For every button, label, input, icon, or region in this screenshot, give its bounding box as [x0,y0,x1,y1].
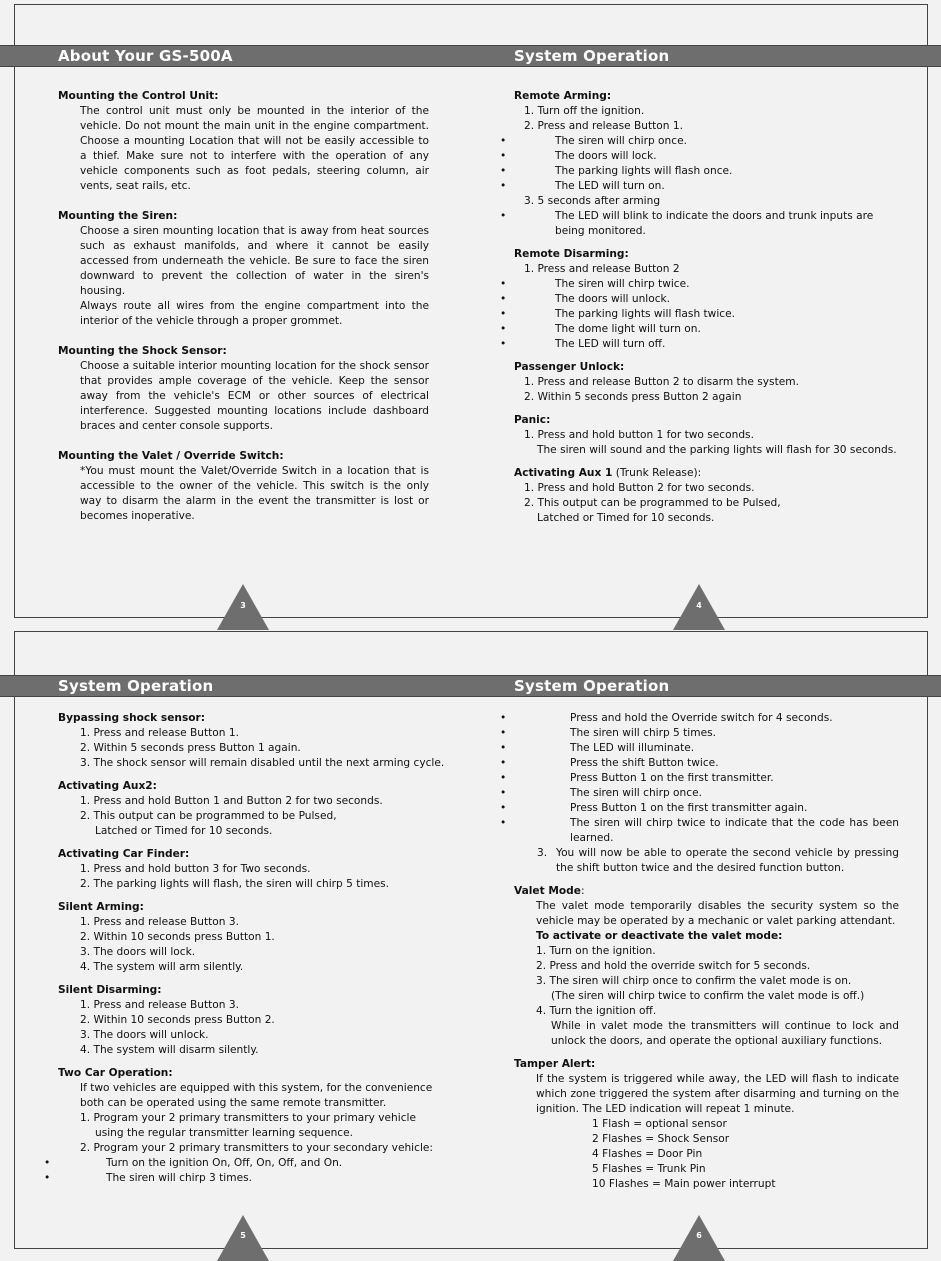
step: 2. Press and hold the override switch for 5 seconds. [536,960,811,972]
bullet-item: • Press and hold the Override switch for 4 seconds. [514,711,899,726]
paragraph: Choose a siren mounting location that is away from heat sources such as exhaust manifolds, and where it cannot be easily accessed from underneath the vehicle. Be sure to face the siren downward to prevent the collection of water in the siren's housing. [80,225,429,297]
flash-code: 10 Flashes = Main power interrupt [592,1178,776,1190]
step-text: You will now be able to operate the second vehicle by pressing the shift button twice and the desired function button. [556,847,899,874]
step-detail: While in valet mode the transmitters will continue to lock and unlock the doors, and operate the optional auxiliary functions. [551,1020,899,1047]
section-title: Silent Arming: [58,901,144,913]
section-title: Bypassing shock sensor: [58,712,205,724]
bullet-item: • The LED will illuminate. [514,741,899,756]
page-number: 5 [240,1231,246,1240]
flash-code: 5 Flashes = Trunk Pin [592,1163,706,1175]
section-title: Two Car Operation: [58,1067,173,1079]
step: 4. Turn the ignition off. [536,1005,657,1017]
section-title: Passenger Unlock: [514,361,625,373]
step: 2. Within 5 seconds press Button 2 again [524,391,742,403]
bullet-item: • The LED will turn on. [514,179,906,194]
step: 1. Press and hold Button 1 and Button 2 for two seconds. [80,795,383,807]
step: 1. Press and release Button 2 to disarm the system. [524,376,799,388]
step: 1. Press and release Button 1. [80,727,239,739]
step: 1. Press and release Button 3. [80,999,239,1011]
section-title: Valet Mode [514,885,581,897]
step-number: 3. [537,847,548,859]
step: 2. Press and release Button 1. [524,120,683,132]
bullet-item: • The parking lights will flash once. [514,164,906,179]
page-number: 4 [696,601,702,610]
step: 3. 5 seconds after arming [524,195,661,207]
section-title: Mounting the Control Unit: [58,90,219,102]
step: 1. Turn on the ignition. [536,945,656,957]
page-3-content [58,89,429,524]
bullet-item: • The LED will turn off. [514,337,906,352]
flash-code: 2 Flashes = Shock Sensor [592,1133,730,1145]
page-number: 6 [696,1231,702,1240]
step: 3. The doors will unlock. [80,1029,209,1041]
section-title: Activating Aux2: [58,780,157,792]
bullet-item: • The doors will unlock. [514,292,906,307]
header-system-operation-p4: System Operation [514,47,670,65]
step: 3. The siren will chirp once to confirm the valet mode is on. [536,975,852,987]
page-4-content [514,89,906,526]
section-title: Remote Arming: [514,90,612,102]
step-detail: (The siren will chirp twice to confirm the valet mode is off.) [551,990,865,1002]
step: 1. Press and release Button 3. [80,916,239,928]
section-title: Mounting the Shock Sensor: [58,345,227,357]
bullet-item: • Press the shift Button twice. [514,756,899,771]
step: 4. The system will disarm silently. [80,1044,259,1056]
section-title: Panic: [514,414,551,426]
page-6-content [514,711,899,1192]
flash-code: 4 Flashes = Door Pin [592,1148,703,1160]
section-subtitle: (Trunk Release): [612,467,702,479]
page-number: 3 [240,601,246,610]
section-title: Mounting the Siren: [58,210,178,222]
step: 1. Turn off the ignition. [524,105,645,117]
step: 2. Program your 2 primary transmitters to your secondary vehicle: [80,1142,433,1154]
section-title: Silent Disarming: [58,984,162,996]
step: 1. Press and release Button 2 [524,263,680,275]
paragraph: *You must mount the Valet/Override Switch in a location that is accessible to the owner of the vehicle. This switch is the only way to disarm the alarm in the event the transmitter is lost or becomes inoperative. [80,465,429,522]
flash-code: 1 Flash = optional sensor [592,1118,727,1130]
bullet-item: • The siren will chirp once. [514,786,899,801]
step: 4. The system will arm silently. [80,961,244,973]
bullet-item: • The LED will blink to indicate the doors and trunk inputs are being monitored. [514,209,906,239]
section-title: Remote Disarming: [514,248,629,260]
section-title: Mounting the Valet / Override Switch: [58,450,284,462]
step: 3. The shock sensor will remain disabled until the next arming cycle. [80,757,445,769]
bullet-item: • Press Button 1 on the first transmitter again. [514,801,899,816]
step: 1. Press and hold Button 2 for two seconds. [524,482,755,494]
section-title: Activating Car Finder: [58,848,190,860]
section-title: Tamper Alert: [514,1058,596,1070]
header-about: About Your GS-500A [58,47,233,65]
step: 2. The parking lights will flash, the siren will chirp 5 times. [80,878,390,890]
paragraph: The control unit must only be mounted in the interior of the vehicle. Do not mount the main unit in the engine compartment. Choose a mounting Location that will not be easily accessible to a thief. Make sure not to interfere with the operation of any vehicle components such as foot pedals, steering column, air vents, seat rails, etc. [80,105,429,192]
paragraph: The valet mode temporarily disables the security system so the vehicle may be operated by a mechanic or valet parking attendant. [536,900,899,927]
paragraph: If two vehicles are equipped with this system, for the convenience both can be operated using the same remote transmitter. [80,1082,433,1109]
bullet-item: • The siren will chirp 3 times. [58,1171,458,1186]
step: 2. Within 5 seconds press Button 1 again. [80,742,301,754]
step: 3. The doors will lock. [80,946,196,958]
step: 2. This output can be programmed to be Pulsed, [524,497,781,509]
bullet-item: • The siren will chirp 5 times. [514,726,899,741]
step: 2. Within 10 seconds press Button 2. [80,1014,275,1026]
step-detail: Latched or Timed for 10 seconds. [95,825,273,837]
step: 1. Press and hold button 1 for two seconds. [524,429,754,441]
bullet-item: • Press Button 1 on the first transmitter. [514,771,899,786]
paragraph: If the system is triggered while away, the LED will flash to indicate which zone triggered the system after disarming and turning on the ignition. The LED indication will repeat 1 minute. [536,1073,899,1115]
bullet-item: • The doors will lock. [514,149,906,164]
paragraph: Always route all wires from the engine compartment into the interior of the vehicle through a proper grommet. [80,300,429,327]
step: 1. Program your 2 primary transmitters to your primary vehicle [80,1112,416,1124]
step: 1. Press and hold button 3 for Two seconds. [80,863,311,875]
bullet-item: • Turn on the ignition On, Off, On, Off, and On. [58,1156,458,1171]
header-system-operation-p6: System Operation [514,677,670,695]
bullet-item: • The parking lights will flash twice. [514,307,906,322]
step: 2. Within 10 seconds press Button 1. [80,931,275,943]
bullet-item: • The siren will chirp twice. [514,277,906,292]
bullet-item: • The siren will chirp twice to indicate that the code has been learned. [514,816,899,846]
step-detail: using the regular transmitter learning sequence. [95,1127,354,1139]
section-title: Activating Aux 1 [514,467,613,479]
subsection-title: To activate or deactivate the valet mode: [536,930,783,942]
step: 2. This output can be programmed to be Pulsed, [80,810,337,822]
bullet-item: • The siren will chirp once. [514,134,906,149]
page-5-content [58,711,458,1186]
bullet-item: • The dome light will turn on. [514,322,906,337]
step-detail: The siren will sound and the parking lights will flash for 30 seconds. [537,444,897,456]
step-3 [514,846,899,876]
section-title-colon: : [580,885,585,897]
paragraph: Choose a suitable interior mounting location for the shock sensor that provides ample coverage of the vehicle. Keep the sensor away from the vehicle's ECM or other sources of electrical interference. Suggested mounting locations include dashboard braces and center console supports. [80,360,429,432]
header-system-operation-p5: System Operation [58,677,214,695]
step-detail: Latched or Timed for 10 seconds. [537,512,715,524]
